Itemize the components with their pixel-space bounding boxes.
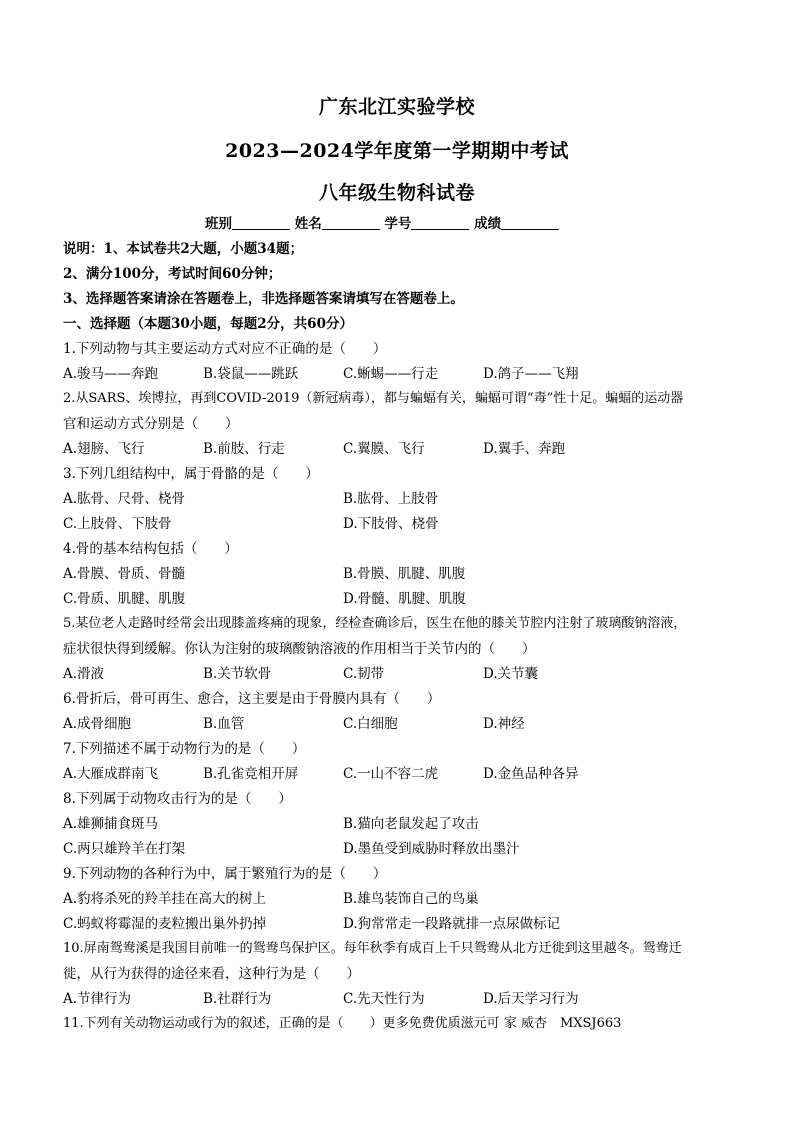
question-stem: 9.下列动物的各种行为中，属于繁殖行为的是（ ） [63, 866, 387, 882]
option-a: A.翅膀、飞行 [63, 441, 145, 457]
student-info-row [205, 214, 559, 234]
section-title: 一、选择题（本题30小题，每题2分，共60分） [63, 316, 353, 332]
subject-title: 八年级生物科试卷 [318, 182, 475, 204]
option-d: D.后天学习行为 [483, 991, 579, 1007]
option-d: D.骨髓、肌腱、肌腹 [343, 591, 466, 607]
option-a: A.骨膜、骨质、骨髓 [63, 566, 186, 582]
option-a: A.肱骨、尺骨、桡骨 [63, 491, 186, 507]
option-a: A.滑液 [63, 666, 105, 682]
option-b: B.孔雀竞相开屏 [203, 766, 299, 782]
question-stem: 症状很快得到缓解。你认为注射的玻璃酸钠溶液的作用相当于关节内的（ ） [63, 641, 536, 657]
option-b: B.袋鼠——跳跃 [203, 366, 299, 382]
option-d: D.狗常常走一段路就排一点尿做标记 [343, 916, 561, 932]
instruction-line: 说明：1、本试卷共2大题，小题34题； [63, 241, 304, 257]
option-d: D.墨鱼受到威胁时释放出墨汁 [343, 841, 520, 857]
option-a: A.成骨细胞 [63, 716, 132, 732]
option-c: C.骨质、肌腱、肌腹 [63, 591, 186, 607]
option-c: C.两只雄羚羊在打架 [63, 841, 186, 857]
option-b: B.肱骨、上肢骨 [343, 491, 439, 507]
option-c: C.翼膜、飞行 [343, 441, 425, 457]
option-b: B.猫向老鼠发起了攻击 [343, 816, 479, 832]
option-b: B.骨膜、肌腱、肌腹 [343, 566, 466, 582]
option-a: A.豹将杀死的羚羊挂在高大的树上 [63, 891, 267, 907]
question-stem: 5.某位老人走路时经常会出现膝盖疼痛的现象，经检查确诊后，医生在他的膝关节腔内注射了玻璃酸钠溶液， [63, 616, 687, 631]
option-d: D.翼手、奔跑 [483, 441, 566, 457]
question-stem: 2.从SARS、埃博拉，再到COVID-2019（新冠病毒），都与蝙蝠有关，蝙蝠可谓“毒”性十足。蝙蝠的运动器 [63, 391, 684, 406]
class-label: 班别 [205, 216, 232, 232]
option-c: C.一山不容二虎 [343, 766, 439, 782]
option-d: D.金鱼品种各异 [483, 766, 579, 782]
option-b: B.社群行为 [203, 991, 272, 1007]
option-a: A.大雁成群南飞 [63, 766, 159, 782]
option-a: A.节律行为 [63, 991, 132, 1007]
option-b: B.关节软骨 [203, 666, 272, 682]
option-d: D.下肢骨、桡骨 [343, 516, 439, 532]
question-stem: 4.骨的基本结构包括（ ） [63, 541, 238, 557]
option-c: C.先天性行为 [343, 991, 425, 1007]
option-b: B.雄鸟装饰自己的鸟巢 [343, 891, 479, 907]
name-label: 姓名 [294, 216, 322, 232]
option-d: D.关节囊 [483, 666, 539, 682]
student-id-label: 学号 [384, 216, 412, 232]
score-blank [501, 215, 559, 230]
option-a: A.雄狮捕食斑马 [63, 816, 159, 832]
question-stem: 1.下列动物与其主要运动方式对应不正确的是（ ） [63, 341, 387, 357]
question-stem: 3.下列几组结构中，属于骨骼的是（ ） [63, 466, 319, 482]
option-c: C.上肢骨、下肢骨 [63, 516, 172, 532]
option-d: D.鸽子——飞翔 [483, 366, 579, 382]
question-stem: 10.屏南鸳鸯溪是我国目前唯一的鸳鸯鸟保护区。每年秋季有成百上千只鸳鸯从北方迁徙到这里越冬。鸳鸯迁 [63, 941, 682, 956]
score-label: 成绩 [474, 216, 502, 232]
instruction-line: 3、选择题答案请涂在答题卷上，非选择题答案请填写在答题卷上。 [63, 291, 464, 307]
option-c: C.韧带 [343, 666, 385, 682]
school-title: 广东北江实验学校 [318, 96, 475, 118]
question-stem: 7.下列描述不属于动物行为的是（ ） [63, 741, 306, 757]
class-blank [232, 215, 290, 230]
name-blank [322, 215, 380, 230]
question-stem: 6.骨折后，骨可再生、愈合，这主要是由于骨膜内具有（ ） [63, 691, 441, 707]
option-d: D.神经 [483, 716, 525, 732]
student-id-blank [411, 215, 469, 230]
question-stem: 11.下列有关动物运动或行为的叙述，正确的是（ ）更多免费优质滋元可 家 威杏 MXSJ663 [63, 1016, 622, 1031]
question-stem: 官和运动方式分别是（ ） [63, 416, 239, 432]
question-stem: 8.下列属于动物攻击行为的是（ ） [63, 791, 292, 807]
question-stem: 徙，从行为获得的途径来看，这种行为是（ ） [63, 966, 360, 982]
option-b: B.前肢、行走 [203, 441, 285, 457]
option-b: B.血管 [203, 716, 245, 732]
exam-title: 2023—2024学年度第一学期期中考试 [225, 140, 569, 162]
option-c: C.蚂蚁将霉湿的麦粒搬出巢外扔掉 [63, 916, 267, 932]
option-a: A.骏马——奔跑 [63, 366, 159, 382]
option-c: C.白细胞 [343, 716, 398, 732]
option-c: C.蜥蜴——行走 [343, 366, 439, 382]
instruction-line: 2、满分100分，考试时间60分钟； [63, 266, 282, 282]
